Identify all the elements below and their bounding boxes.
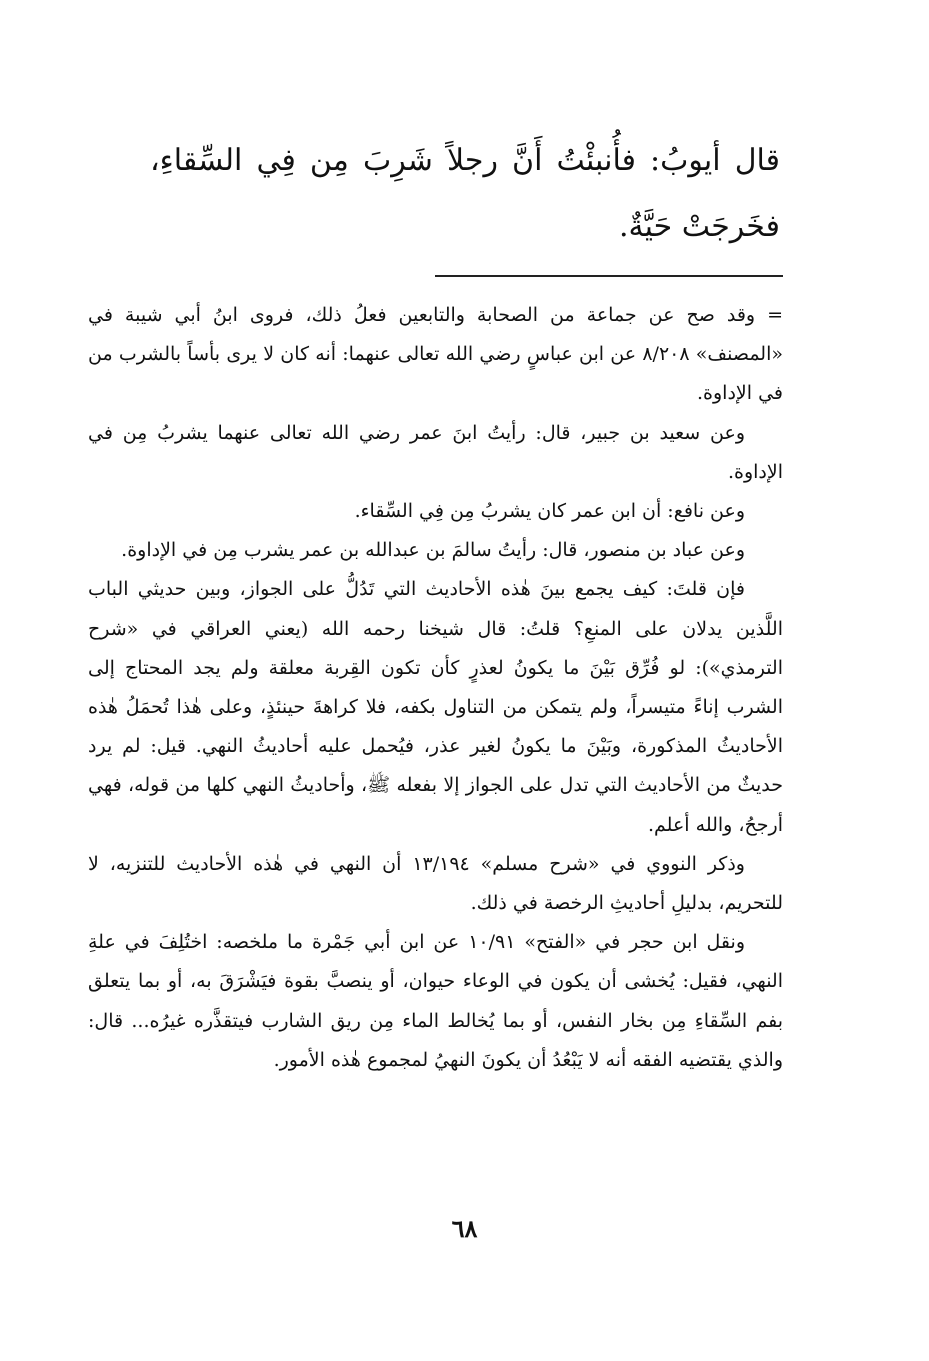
footnote-paragraph-nawawi: وذكر النووي في «شرح مسلم» ١٣/١٩٤ أن النهي في هٰذه الأحاديث للتنزيه، لا للتحريم، بدليلِ أحاديثِ الرخصة في ذلك. bbox=[88, 852, 783, 915]
footnote-divider bbox=[435, 275, 783, 277]
footnote-paragraph-nafi: وعن نافع: أن ابن عمر كان يشربُ مِن فِي السِّقاء. bbox=[354, 500, 745, 523]
footnote-paragraph-reconciliation: فإن قلتَ: كيف يجمع بينَ هٰذه الأحاديث التي تَدُلُّ على الجواز، وبين حديثي الباب اللَّذين يدلان على المنعِ؟ قلتُ: قال شيخنا رحمه الله (يعني العراقي في «شرح الترمذي»): لو فُرِّق بَيْنَ ما يكونُ لعذرٍ كأن تكون القِربة معلقة ولم يجد المحتاج إلى الشرب إناءً متيسراً، ولم يتمكن من التناول بكفه، فلا كراهةَ حينئذٍ، وعلى هٰذا تُحمَلُ هٰذه الأحاديثُ المذكورة، وبَيْنَ ما يكونُ لغير عذر، فيُحمل عليه أحاديثُ النهي. قيل: لم يرد حديثٌ من الأحاديث التي تدل على الجواز إلا بفعله ﷺ، وأحاديثُ النهي كلها من قوله، فهي أرجحُ، والله أعلم. bbox=[88, 578, 783, 836]
footnote-paragraph-said-ibn-jubayr: وعن سعيد بن جبير، قال: رأيتُ ابنَ عمر رضي الله تعالى عنهما يشربُ مِن في الإداوة. bbox=[88, 421, 783, 483]
page-number: ٦٨ bbox=[451, 1214, 478, 1243]
footnote-paragraph-ibn-hajar: ونقل ابن حجر في «الفتح» ١٠/٩١ عن ابن أبي جَمْرة ما ملخصه: اختُلِفَ في علةِ النهي، فقيل: يُخشى أن يكون في الوعاء حيوان، أو ينصبَّ بقوة فيَشْرَقَ به، أو بما يتعلق بفم السِّقاءِ مِن بخار النفس، أو بما يُخالط الماء مِن ريق الشارب فيتقذَّره غيرُه... قال: والذي يقتضيه الفقه أنه لا يَبْعُدُ أن يكونَ النهيُ لمجموع هٰذه الأمور. bbox=[88, 931, 783, 1071]
main-text: قال أيوبُ: فأُنبئْتُ أَنَّ رجلاً شَرِبَ مِن فِي السِّقاءِ، فخَرجَتْ حَيَّةٌ. bbox=[150, 143, 780, 244]
footnote-paragraph-abbad-ibn-mansur: وعن عباد بن منصور، قال: رأيتُ سالمَ بن عبدالله بن عمر يشرب مِن في الإداوة. bbox=[121, 539, 745, 562]
footnote-paragraph-continuation: = وقد صح عن جماعة من الصحابة والتابعين فعلُ ذلك، فروى ابنُ أبي شيبة في «المصنف» ٨/٢٠٨ عن ابن عباسٍ رضي الله تعالى عنهما: أنه كان لا يرى بأساً بالشرب من في الإداوة. bbox=[88, 304, 783, 405]
footnotes bbox=[88, 296, 783, 1080]
